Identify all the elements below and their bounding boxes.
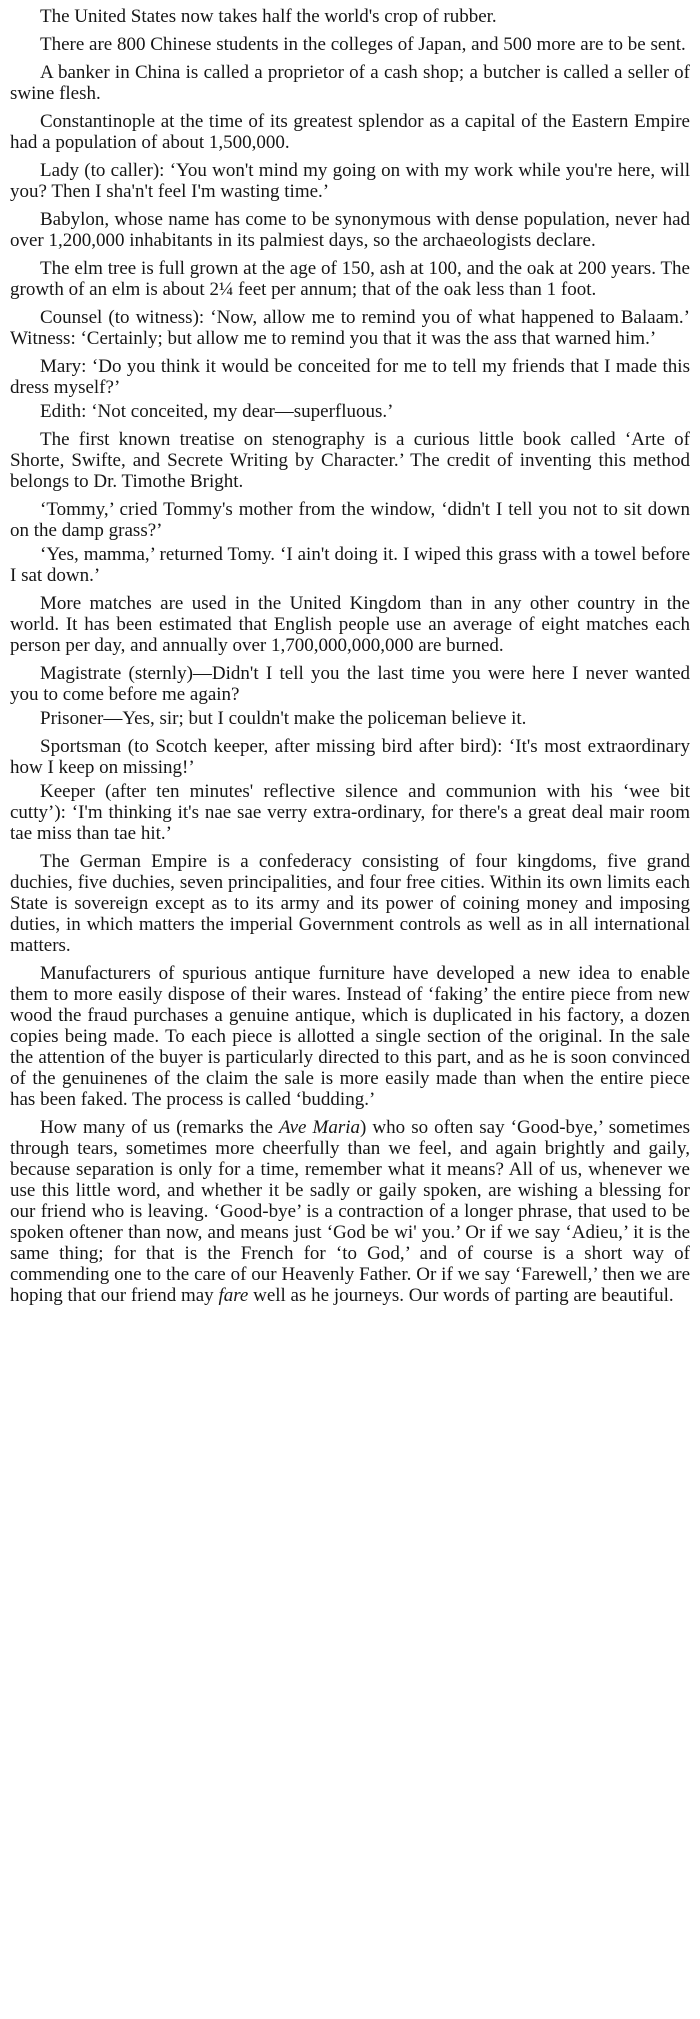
paragraph-rubber: The United States now takes half the world's crop of rubber.	[40, 6, 497, 27]
paragraph-chinese-students: There are 800 Chinese students in the colleges of Japan, and 500 more are to be sent.	[40, 34, 686, 55]
good-bye-ave-maria: Ave Maria	[279, 1117, 361, 1138]
paragraph-german-empire: The German Empire is a confederacy consisting of four kingdoms, five grand duchies, five duchies, seven principalities, and four free cities. Within its own limits each State is sovereign except as to its army and its power of coining money and imposing duties, in which matters the imperial Government controls as well as in all international matters.	[10, 851, 690, 956]
paragraph-matches: More matches are used in the United Kingdom than in any other country in the world. It has been estimated that English people use an average of eight matches each person per day, and annually over 1,700,000,000,000 are burned.	[10, 593, 690, 656]
paragraph-antique-furniture: Manufacturers of spurious antique furniture have developed a new idea to enable them to more easily dispose of their wares. Instead of ‘faking’ the entire piece from new wood the fraud purchases a genuine antique, which is duplicated in his factory, a dozen copies being made. To each piece is allotted a single section of the original. In the sale the attention of the buyer is particularly directed to this part, and as he is soon convinced of the genuinenes of the claim the sale is more easily made than when the entire piece has been faked. The process is called ‘budding.’	[10, 963, 690, 1110]
good-bye-text-2: ) who so often say ‘Good-bye,’ sometimes through tears, sometimes more cheerfully than we feel, and again brightly and gaily, because separation is only for a time, remember what it means? All of us, whenever we use this little word, and whether it be sadly or gaily spoken, are wishing a blessing for our friend who is leaving. ‘Good-bye’ is a contraction of a longer phrase, that used to be spoken oftener than now, and means just ‘God be wi' you.’ Or if we say ‘Adieu,’ it is the same thing; for that is the French for ‘to God,’ and of course is a short way of commending one to the care of our Heavenly Father. Or if we say ‘Farewell,’ then we are hoping that our friend may	[10, 1117, 690, 1306]
paragraph-tommy-mother: ‘Tommy,’ cried Tommy's mother from the window, ‘didn't I tell you not to sit down on the damp grass?’	[10, 499, 690, 541]
good-bye-text-3: well as he journeys. Our words of parting are beautiful.	[248, 1285, 674, 1306]
paragraph-mary: Mary: ‘Do you think it would be conceited for me to tell my friends that I made this dress myself?’	[10, 356, 690, 398]
paragraph-keeper: Keeper (after ten minutes' reflective silence and communion with his ‘wee bit cutty’): ‘I'm thinking it's nae sae verry extra-ordinary, for there's a great deal mair room tae miss than tae hit.’	[10, 781, 690, 844]
paragraph-good-bye	[10, 1117, 690, 1306]
paragraph-stenography: The first known treatise on stenography is a curious little book called ‘Arte of Shorte, Swifte, and Secrete Writing by Character.’ The credit of inventing this method belongs to Dr. Timothe Bright.	[10, 429, 690, 492]
paragraph-counsel-witness: Counsel (to witness): ‘Now, allow me to remind you of what happened to Balaam.’ Witness: ‘Certainly; but allow me to remind you that it was the ass that warned him.’	[10, 307, 690, 349]
paragraph-prisoner: Prisoner—Yes, sir; but I couldn't make the policeman believe it.	[40, 708, 527, 729]
paragraph-constantinople: Constantinople at the time of its greatest splendor as a capital of the Eastern Empire had a population of about 1,500,000.	[10, 111, 690, 153]
paragraph-edith: Edith: ‘Not conceited, my dear—superfluous.’	[40, 401, 394, 422]
paragraph-banker-china: A banker in China is called a proprietor of a cash shop; a butcher is called a seller of swine flesh.	[10, 62, 690, 104]
good-bye-fare: fare	[218, 1285, 249, 1306]
good-bye-text-1: How many of us (remarks the	[40, 1117, 280, 1138]
paragraph-tommy-reply: ‘Yes, mamma,’ returned Tomy. ‘I ain't doing it. I wiped this grass with a towel before I sat down.’	[10, 544, 690, 586]
paragraph-babylon: Babylon, whose name has come to be synonymous with dense population, never had over 1,200,000 inhabitants in its palmiest days, so the archaeologists declare.	[10, 209, 690, 251]
paragraph-elm-tree: The elm tree is full grown at the age of 150, ash at 100, and the oak at 200 years. The growth of an elm is about 2¼ feet per annum; that of the oak less than 1 foot.	[10, 258, 690, 300]
paragraph-lady-caller: Lady (to caller): ‘You won't mind my going on with my work while you're here, will you? Then I sha'n't feel I'm wasting time.’	[10, 160, 690, 202]
paragraph-magistrate: Magistrate (sternly)—Didn't I tell you the last time you were here I never wanted you to come before me again?	[10, 663, 690, 705]
paragraph-sportsman: Sportsman (to Scotch keeper, after missing bird after bird): ‘It's most extraordinary how I keep on missing!’	[10, 736, 690, 778]
